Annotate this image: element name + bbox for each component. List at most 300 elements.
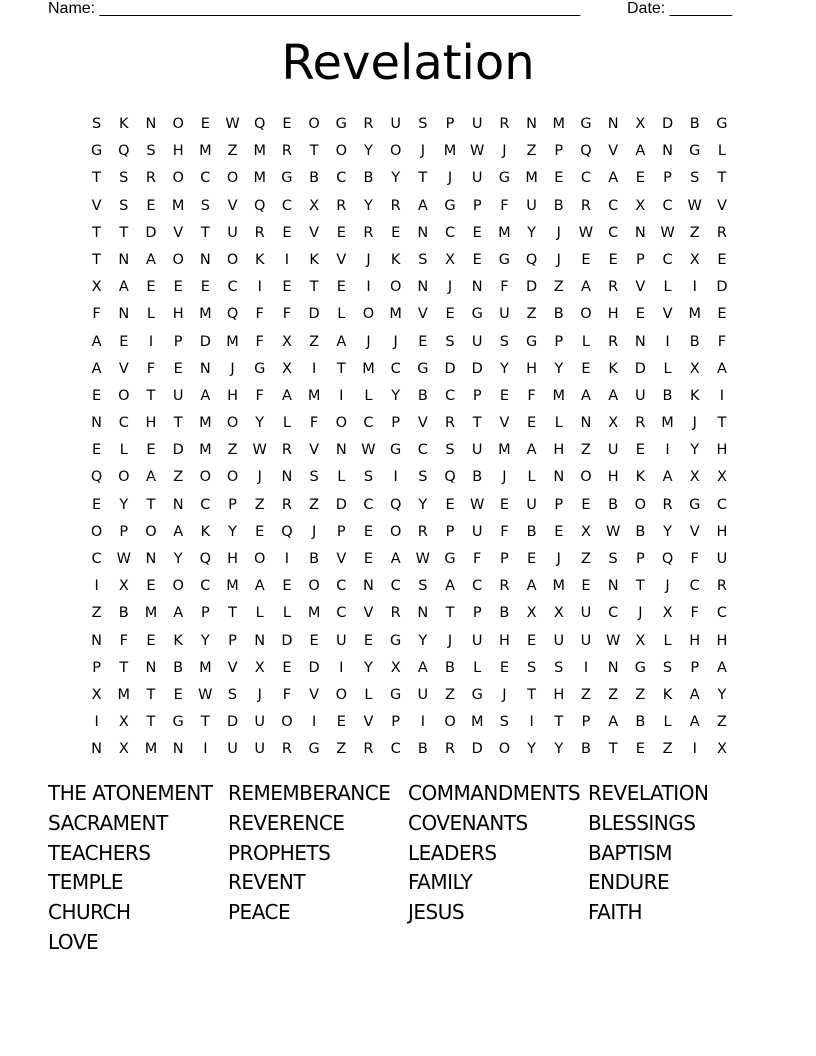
grid-letter[interactable]: N [172,496,184,513]
grid-letter[interactable]: V [309,442,320,459]
grid-letter[interactable]: B [689,116,700,132]
grid-letter[interactable]: E [92,496,102,513]
grid-letter[interactable]: E [363,632,374,649]
grid-letter[interactable]: G [90,143,103,160]
grid-letter[interactable]: V [499,415,510,432]
grid-letter[interactable]: N [335,442,347,459]
grid-letter[interactable]: N [91,632,103,649]
grid-letter[interactable]: D [661,116,674,132]
grid-letter[interactable]: R [444,741,456,758]
grid-letter[interactable]: L [663,279,672,296]
grid-letter[interactable]: D [308,306,320,323]
grid-letter[interactable]: A [608,170,619,187]
grid-letter[interactable]: E [527,632,537,649]
grid-letter[interactable]: P [92,659,101,676]
grid-letter[interactable]: U [335,632,347,649]
grid-letter[interactable]: E [717,251,727,268]
grid-letter[interactable]: C [716,496,727,513]
grid-letter[interactable]: E [391,224,401,241]
grid-letter[interactable]: X [390,659,401,676]
grid-letter[interactable]: D [444,360,456,377]
grid-letter[interactable]: A [417,659,428,676]
grid-letter[interactable]: Z [91,605,102,622]
grid-letter[interactable]: C [472,578,483,595]
grid-letter[interactable]: X [281,333,292,350]
grid-letter[interactable]: X [309,197,320,214]
grid-letter[interactable]: G [390,686,402,703]
grid-letter[interactable]: C [608,224,619,241]
grid-letter[interactable]: R [390,605,401,622]
grid-letter[interactable]: N [145,551,157,567]
grid-letter[interactable]: Z [553,279,564,296]
grid-letter[interactable]: U [471,116,483,132]
grid-letter[interactable]: E [92,442,102,459]
grid-letter[interactable]: N [118,251,130,268]
grid-letter[interactable]: Z [635,686,646,703]
grid-letter[interactable]: N [91,415,103,432]
grid-letter[interactable]: R [281,496,292,513]
grid-letter[interactable]: N [580,415,592,432]
grid-letter[interactable]: A [91,360,102,377]
grid-letter[interactable]: R [281,442,292,459]
grid-letter[interactable]: T [635,578,645,595]
grid-letter[interactable]: M [552,387,566,404]
grid-letter[interactable]: T [200,714,210,731]
grid-letter[interactable]: O [389,523,402,540]
grid-letter[interactable]: X [608,415,619,432]
grid-letter[interactable]: Q [389,496,402,513]
grid-letter[interactable]: A [662,469,673,486]
grid-letter[interactable]: G [308,741,320,758]
grid-letter[interactable]: M [199,306,212,323]
grid-letter[interactable]: U [172,387,184,404]
grid-letter[interactable]: C [390,741,401,758]
grid-letter[interactable]: V [662,306,673,323]
grid-letter[interactable]: B [417,741,428,758]
grid-letter[interactable]: T [200,224,210,241]
grid-letter[interactable]: F [255,333,264,350]
grid-letter[interactable]: J [665,578,670,595]
grid-letter[interactable]: V [227,197,238,214]
grid-letter[interactable]: D [634,360,646,377]
grid-letter[interactable]: U [254,714,266,731]
grid-letter[interactable]: W [470,143,485,160]
grid-letter[interactable]: W [470,496,485,513]
grid-letter[interactable]: B [553,306,564,323]
grid-letter[interactable]: E [336,279,346,296]
grid-letter[interactable]: E [581,360,591,377]
grid-letter[interactable]: U [607,442,619,459]
grid-letter[interactable]: P [173,333,183,350]
grid-letter[interactable]: K [200,523,211,540]
grid-letter[interactable]: C [390,360,401,377]
grid-letter[interactable]: I [366,279,371,296]
grid-letter[interactable]: A [608,714,619,731]
grid-letter[interactable]: F [717,333,727,350]
grid-letter[interactable]: J [447,632,453,649]
grid-letter[interactable]: V [363,714,374,731]
grid-letter[interactable]: H [498,632,510,649]
grid-letter[interactable]: B [309,551,320,567]
grid-letter[interactable]: J [556,224,561,241]
grid-letter[interactable]: C [200,170,211,187]
grid-letter[interactable]: E [418,333,428,350]
grid-letter[interactable]: B [635,714,646,731]
grid-letter[interactable]: O [444,714,456,731]
grid-letter[interactable]: G [172,714,184,731]
grid-letter[interactable]: B [689,333,700,350]
grid-letter[interactable]: M [199,143,212,160]
grid-letter[interactable]: Y [663,523,672,540]
grid-letter[interactable]: D [335,496,347,513]
grid-letter[interactable]: F [690,551,699,567]
grid-letter[interactable]: W [605,632,621,649]
grid-letter[interactable]: S [662,659,673,676]
grid-letter[interactable]: V [309,224,320,241]
grid-letter[interactable]: N [634,333,646,350]
grid-letter[interactable]: Z [309,333,320,350]
grid-letter[interactable]: N [91,741,103,758]
grid-letter[interactable]: W [198,686,213,703]
grid-letter[interactable]: T [146,387,156,404]
grid-letter[interactable]: C [118,415,129,432]
grid-letter[interactable]: P [391,714,401,731]
grid-letter[interactable]: U [227,741,238,758]
grid-letter[interactable]: M [552,116,566,132]
grid-letter[interactable]: S [418,578,428,595]
grid-letter[interactable]: T [336,360,346,377]
grid-letter[interactable]: Q [254,197,266,214]
grid-letter[interactable]: C [417,442,428,459]
grid-letter[interactable]: N [363,578,374,595]
grid-letter[interactable]: Y [391,387,401,404]
grid-letter[interactable]: V [363,605,374,622]
grid-letter[interactable]: G [444,551,456,567]
grid-letter[interactable]: G [498,251,511,268]
grid-letter[interactable]: J [257,469,262,486]
grid-letter[interactable]: B [635,523,646,540]
grid-letter[interactable]: Y [527,741,537,758]
grid-letter[interactable]: R [281,143,292,160]
grid-letter[interactable]: C [336,578,347,595]
grid-letter[interactable]: V [608,143,619,160]
grid-letter[interactable]: M [498,442,511,459]
grid-letter[interactable]: A [91,333,102,350]
grid-letter[interactable]: X [281,360,292,377]
grid-letter[interactable]: B [662,387,673,404]
grid-letter[interactable]: O [145,523,157,540]
grid-letter[interactable]: J [366,333,371,350]
grid-letter[interactable]: X [254,659,265,676]
grid-letter[interactable]: G [689,143,701,160]
grid-letter[interactable]: A [173,605,184,622]
grid-letter[interactable]: Q [444,469,456,486]
grid-letter[interactable]: O [362,306,375,323]
grid-letter[interactable]: Y [255,415,265,432]
grid-letter[interactable]: E [146,632,156,649]
grid-letter[interactable]: T [92,224,102,241]
grid-letter[interactable]: K [309,251,319,268]
grid-letter[interactable]: L [146,306,156,323]
grid-letter[interactable]: Y [364,197,373,214]
grid-letter[interactable]: M [226,333,239,350]
grid-letter[interactable]: C [363,496,374,513]
grid-letter[interactable]: U [471,442,483,459]
grid-letter[interactable]: U [471,333,483,350]
grid-letter[interactable]: P [228,496,237,513]
grid-letter[interactable]: H [689,632,701,649]
grid-letter[interactable]: F [282,686,292,703]
grid-letter[interactable]: C [390,578,401,595]
grid-letter[interactable]: E [472,224,482,241]
grid-letter[interactable]: D [526,279,538,296]
grid-letter[interactable]: O [389,279,402,296]
grid-letter[interactable]: L [663,360,672,377]
grid-letter[interactable]: B [526,523,537,540]
grid-letter[interactable]: M [470,714,484,731]
grid-letter[interactable]: S [499,333,510,350]
grid-letter[interactable]: I [203,741,208,758]
grid-letter[interactable]: N [526,116,538,132]
grid-letter[interactable]: Q [90,469,103,486]
grid-letter[interactable]: K [635,469,646,486]
grid-letter[interactable]: V [173,224,184,241]
grid-letter[interactable]: A [716,659,727,676]
grid-letter[interactable]: M [144,741,158,758]
grid-letter[interactable]: P [445,116,455,132]
grid-letter[interactable]: W [605,523,621,540]
grid-letter[interactable]: P [635,551,645,567]
grid-letter[interactable]: J [420,143,425,160]
grid-letter[interactable]: V [227,659,238,676]
grid-letter[interactable]: L [554,415,563,432]
grid-letter[interactable]: A [581,279,591,296]
grid-letter[interactable]: S [554,659,564,676]
grid-letter[interactable]: M [525,170,538,187]
grid-letter[interactable]: Z [336,741,347,758]
grid-letter[interactable]: L [663,632,672,649]
grid-letter[interactable]: R [608,279,619,296]
grid-letter[interactable]: U [390,116,401,132]
grid-letter[interactable]: M [199,659,212,676]
grid-letter[interactable]: R [363,224,374,241]
grid-letter[interactable]: E [146,197,156,214]
grid-letter[interactable]: M [498,224,511,241]
grid-letter[interactable]: X [662,605,673,622]
grid-letter[interactable]: F [255,306,264,323]
grid-letter[interactable]: I [583,659,589,676]
grid-letter[interactable]: S [200,197,210,214]
grid-letter[interactable]: Y [554,741,564,758]
grid-letter[interactable]: P [472,197,482,214]
grid-letter[interactable]: O [226,469,239,486]
grid-letter[interactable]: K [173,632,183,649]
grid-letter[interactable]: S [418,116,428,132]
grid-letter[interactable]: C [689,578,700,595]
grid-letter[interactable]: N [118,306,130,323]
grid-letter[interactable]: E [146,442,156,459]
grid-letter[interactable]: S [690,170,700,187]
grid-letter[interactable]: R [716,578,727,595]
grid-letter[interactable]: W [578,224,594,241]
grid-letter[interactable]: O [281,714,293,731]
grid-letter[interactable]: R [145,170,156,187]
grid-letter[interactable]: E [499,387,509,404]
grid-letter[interactable]: W [225,116,240,132]
grid-letter[interactable]: T [717,415,727,432]
grid-letter[interactable]: E [146,578,156,595]
grid-letter[interactable]: P [500,551,509,567]
grid-letter[interactable]: C [716,605,727,622]
grid-letter[interactable]: C [363,415,374,432]
grid-letter[interactable]: T [309,279,319,296]
grid-letter[interactable]: C [336,170,347,187]
grid-letter[interactable]: Y [391,170,401,187]
grid-letter[interactable]: N [417,279,429,296]
grid-letter[interactable]: P [554,496,564,513]
grid-letter[interactable]: S [363,469,374,486]
grid-letter[interactable]: C [608,605,619,622]
grid-letter[interactable]: U [526,496,537,513]
grid-letter[interactable]: X [581,523,591,540]
grid-letter[interactable]: K [390,251,401,268]
grid-letter[interactable]: I [692,741,697,758]
grid-letter[interactable]: T [554,714,564,731]
grid-letter[interactable]: P [635,251,645,268]
grid-letter[interactable]: P [663,170,672,187]
grid-letter[interactable]: Y [554,360,564,377]
grid-letter[interactable]: U [227,224,238,241]
grid-letter[interactable]: H [716,632,728,649]
grid-letter[interactable]: J [257,686,262,703]
grid-letter[interactable]: S [227,686,238,703]
grid-letter[interactable]: Z [445,686,455,703]
grid-letter[interactable]: R [499,578,510,595]
grid-letter[interactable]: Y [364,143,373,160]
grid-letter[interactable]: M [117,686,131,703]
grid-letter[interactable]: X [445,251,455,268]
grid-letter[interactable]: O [389,143,402,160]
grid-letter[interactable]: F [146,360,156,377]
grid-letter[interactable]: E [635,442,645,459]
grid-letter[interactable]: R [336,197,347,214]
grid-letter[interactable]: I [339,387,344,404]
grid-letter[interactable]: R [363,741,374,758]
grid-letter[interactable]: Z [608,686,619,703]
grid-letter[interactable]: B [499,605,510,622]
grid-letter[interactable]: P [228,632,237,649]
grid-letter[interactable]: D [172,442,184,459]
grid-letter[interactable]: X [91,279,102,296]
grid-letter[interactable]: B [608,496,619,513]
grid-letter[interactable]: Z [227,442,238,459]
grid-letter[interactable]: M [199,442,212,459]
grid-letter[interactable]: Y [228,523,237,540]
grid-letter[interactable]: N [634,224,646,241]
grid-letter[interactable]: O [580,469,592,486]
grid-letter[interactable]: W [361,442,376,459]
grid-letter[interactable]: J [230,360,235,377]
grid-letter[interactable]: Z [309,496,320,513]
grid-letter[interactable]: T [445,605,455,622]
grid-letter[interactable]: O [335,143,347,160]
grid-letter[interactable]: E [499,496,509,513]
grid-letter[interactable]: T [119,224,129,241]
grid-letter[interactable]: L [364,686,373,703]
grid-letter[interactable]: E [581,578,591,595]
grid-letter[interactable]: G [525,333,538,350]
grid-letter[interactable]: K [254,251,265,268]
grid-letter[interactable]: F [255,387,264,404]
grid-letter[interactable]: F [527,387,536,404]
grid-letter[interactable]: I [339,659,344,676]
grid-letter[interactable]: Z [581,686,591,703]
grid-letter[interactable]: I [692,279,697,296]
grid-letter[interactable]: U [254,741,266,758]
grid-letter[interactable]: B [363,170,374,187]
grid-letter[interactable]: G [390,442,402,459]
grid-letter[interactable]: L [282,605,291,622]
grid-letter[interactable]: C [662,197,673,214]
grid-letter[interactable]: D [471,741,483,758]
grid-letter[interactable]: W [116,551,131,567]
grid-letter[interactable]: X [716,741,727,758]
grid-letter[interactable]: X [635,116,646,132]
grid-letter[interactable]: R [444,415,456,432]
grid-letter[interactable]: A [173,523,184,540]
grid-letter[interactable]: I [529,714,534,731]
grid-letter[interactable]: X [91,686,102,703]
grid-letter[interactable]: M [443,143,457,160]
grid-letter[interactable]: R [662,496,673,513]
grid-letter[interactable]: B [417,387,428,404]
grid-letter[interactable]: C [281,197,292,214]
grid-letter[interactable]: G [254,360,266,377]
grid-letter[interactable]: A [635,143,646,160]
grid-letter[interactable]: R [499,116,510,132]
grid-letter[interactable]: L [364,387,373,404]
grid-letter[interactable]: E [445,306,455,323]
grid-letter[interactable]: E [146,279,156,296]
grid-letter[interactable]: I [257,279,262,296]
grid-letter[interactable]: E [527,415,537,432]
grid-letter[interactable]: V [417,415,428,432]
grid-letter[interactable]: Z [526,143,537,160]
grid-letter[interactable]: H [607,306,619,323]
grid-letter[interactable]: W [252,442,267,459]
grid-letter[interactable]: E [581,251,591,268]
grid-letter[interactable]: A [254,578,265,595]
grid-letter[interactable]: N [471,279,483,296]
grid-letter[interactable]: X [635,632,646,649]
grid-letter[interactable]: D [145,224,157,241]
grid-letter[interactable]: Q [254,116,266,132]
grid-letter[interactable]: I [284,251,290,268]
grid-letter[interactable]: O [580,306,592,323]
grid-letter[interactable]: X [635,197,646,214]
grid-letter[interactable]: J [502,469,507,486]
grid-letter[interactable]: M [552,578,566,595]
grid-letter[interactable]: E [282,224,292,241]
grid-letter[interactable]: P [119,523,129,540]
grid-letter[interactable]: F [500,523,509,540]
grid-letter[interactable]: P [200,605,210,622]
grid-letter[interactable]: H [553,442,565,459]
grid-letter[interactable]: F [92,306,101,323]
grid-letter[interactable]: V [635,279,646,296]
grid-letter[interactable]: R [390,197,401,214]
grid-letter[interactable]: S [119,197,129,214]
